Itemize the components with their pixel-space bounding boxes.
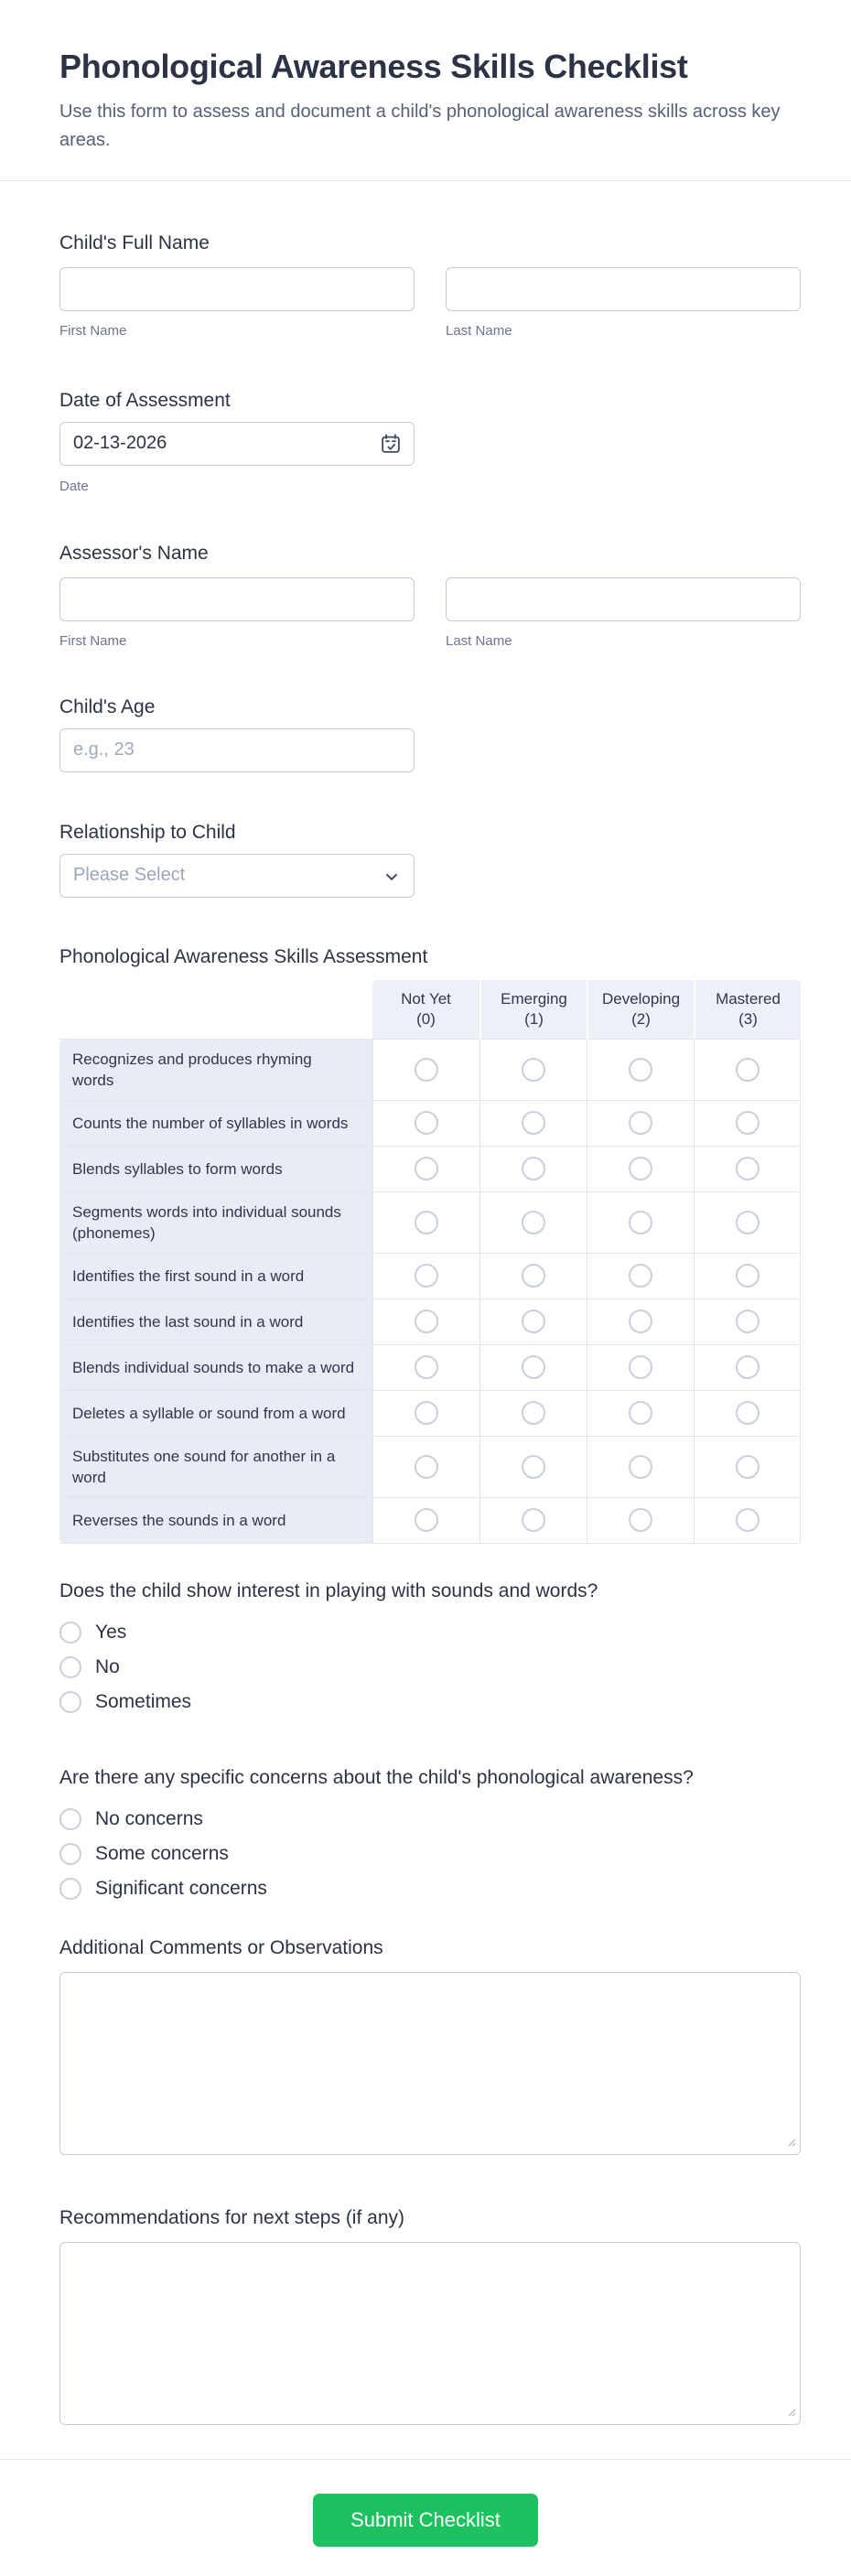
question-concerns-label: Are there any specific concerns about the child's phonological awareness? (59, 1766, 694, 1788)
matrix-row-label: Reverses the sounds in a word (59, 1498, 372, 1543)
question-concerns (59, 1765, 801, 1906)
matrix-row (59, 1391, 801, 1437)
radio-button-icon[interactable] (629, 1310, 652, 1333)
form-footer (0, 2459, 851, 2576)
matrix-corner-cell (59, 980, 372, 1039)
matrix-radio-cell[interactable] (372, 1192, 479, 1253)
radio-option-no-concerns[interactable]: No concerns (59, 1802, 801, 1837)
matrix-radio-cell[interactable] (694, 1040, 801, 1100)
child-last-name-input[interactable] (446, 267, 801, 311)
field-assessment-date (59, 388, 801, 495)
field-comments (59, 1935, 801, 2160)
relationship-select-value: Please Select (73, 865, 186, 886)
matrix-radio-cell[interactable] (479, 1147, 587, 1191)
radio-button-icon[interactable] (59, 1622, 81, 1644)
matrix-radio-cell[interactable] (372, 1498, 479, 1543)
matrix-radio-cell[interactable] (372, 1437, 479, 1497)
form-header (0, 0, 851, 181)
comments-label: Additional Comments or Observations (59, 1936, 383, 1958)
radio-button-icon[interactable] (415, 1058, 438, 1082)
radio-button-icon[interactable] (415, 1310, 438, 1333)
matrix-header-row (59, 980, 801, 1039)
radio-button-icon[interactable] (736, 1211, 759, 1234)
radio-button-icon[interactable] (522, 1157, 545, 1180)
radio-button-icon[interactable] (736, 1310, 759, 1333)
radio-button-icon[interactable] (736, 1508, 759, 1532)
radio-button-icon[interactable] (522, 1401, 545, 1425)
radio-button-icon[interactable] (522, 1508, 545, 1532)
child-first-name-input[interactable] (59, 267, 415, 311)
matrix-row (59, 1345, 801, 1391)
matrix-radio-cell[interactable] (479, 1345, 587, 1390)
matrix-radio-cell[interactable] (479, 1101, 587, 1146)
matrix-radio-cell[interactable] (479, 1192, 587, 1253)
relationship-label: Relationship to Child (59, 821, 236, 843)
matrix-radio-cell[interactable] (694, 1391, 801, 1436)
radio-button-icon[interactable] (415, 1401, 438, 1425)
matrix-body (59, 1039, 801, 1544)
matrix-radio-cell[interactable] (587, 1040, 694, 1100)
matrix-row (59, 1147, 801, 1192)
radio-option-no[interactable]: No (59, 1650, 801, 1685)
matrix-radio-cell[interactable] (694, 1101, 801, 1146)
radio-button-icon[interactable] (415, 1211, 438, 1234)
radio-button-icon[interactable] (522, 1455, 545, 1479)
matrix-radio-cell[interactable] (694, 1192, 801, 1253)
radio-button-icon[interactable] (415, 1508, 438, 1532)
matrix-row (59, 1192, 801, 1254)
radio-button-icon[interactable] (522, 1264, 545, 1288)
radio-button-icon[interactable] (59, 1808, 81, 1830)
matrix-radio-cell[interactable] (694, 1299, 801, 1344)
radio-button-icon[interactable] (522, 1355, 545, 1379)
matrix-radio-cell[interactable] (694, 1345, 801, 1390)
matrix-row (59, 1040, 801, 1101)
radio-option-some-concerns[interactable]: Some concerns (59, 1837, 801, 1871)
radio-button-icon[interactable] (59, 1656, 81, 1678)
matrix-row (59, 1101, 801, 1147)
matrix-column-header: Mastered (3) (694, 980, 801, 1039)
radio-button-icon[interactable] (736, 1157, 759, 1180)
assessor-first-name-input[interactable] (59, 577, 415, 621)
matrix-radio-cell[interactable] (479, 1254, 587, 1299)
matrix-radio-cell[interactable] (694, 1147, 801, 1191)
assessment-date-sublabel: Date (59, 478, 89, 494)
radio-button-icon[interactable] (629, 1157, 652, 1180)
matrix-radio-cell[interactable] (372, 1040, 479, 1100)
child-age-input[interactable] (59, 728, 415, 772)
matrix-column-header: Emerging (1) (479, 980, 587, 1039)
matrix-radio-cell[interactable] (694, 1254, 801, 1299)
radio-button-icon[interactable] (522, 1058, 545, 1082)
matrix-row-label: Blends individual sounds to make a word (59, 1345, 372, 1390)
matrix-radio-cell[interactable] (372, 1345, 479, 1390)
matrix-row-label: Substitutes one sound for another in a word (59, 1437, 372, 1497)
matrix-row (59, 1299, 801, 1345)
matrix-row-label: Segments words into individual sounds (phonemes) (59, 1192, 372, 1253)
radio-button-icon[interactable] (736, 1401, 759, 1425)
radio-button-icon[interactable] (629, 1508, 652, 1532)
radio-button-icon[interactable] (629, 1058, 652, 1082)
matrix-row-label: Counts the number of syllables in words (59, 1101, 372, 1146)
form-body (0, 181, 851, 2430)
submit-button[interactable]: Submit Checklist (313, 2494, 538, 2547)
matrix-radio-cell[interactable] (587, 1498, 694, 1543)
child-first-name-sublabel: First Name (59, 322, 127, 339)
radio-button-icon[interactable] (629, 1211, 652, 1234)
matrix-row (59, 1498, 801, 1544)
assessor-last-name-input[interactable] (446, 577, 801, 621)
skills-matrix-label: Phonological Awareness Skills Assessment (59, 945, 428, 967)
assessor-last-name-sublabel: Last Name (446, 632, 512, 649)
assessor-first-name-sublabel: First Name (59, 632, 127, 649)
relationship-select[interactable] (59, 854, 415, 898)
assessment-date-input[interactable] (59, 422, 415, 466)
calendar-icon[interactable] (379, 432, 403, 456)
field-relationship (59, 820, 801, 898)
radio-button-icon[interactable] (59, 1691, 81, 1713)
field-assessor-name (59, 541, 801, 650)
matrix-radio-cell[interactable] (694, 1498, 801, 1543)
matrix-radio-cell[interactable] (587, 1254, 694, 1299)
matrix-radio-cell[interactable] (479, 1498, 587, 1543)
form-subtitle: Use this form to assess and document a child's phonological awareness skills across key areas. (59, 102, 781, 150)
matrix-radio-cell[interactable] (587, 1437, 694, 1497)
radio-button-icon[interactable] (629, 1111, 652, 1135)
child-age-label: Child's Age (59, 695, 156, 717)
matrix-radio-cell[interactable] (372, 1147, 479, 1191)
radio-button-icon[interactable] (629, 1401, 652, 1425)
radio-option-yes[interactable]: Yes (59, 1615, 801, 1650)
comments-textarea[interactable] (59, 1972, 801, 2155)
matrix-radio-cell[interactable] (479, 1299, 587, 1344)
field-recommendations (59, 2205, 801, 2430)
matrix-radio-cell[interactable] (694, 1437, 801, 1497)
recommendations-label: Recommendations for next steps (if any) (59, 2206, 404, 2228)
matrix-row (59, 1437, 801, 1498)
radio-button-icon[interactable] (736, 1111, 759, 1135)
field-skills-matrix (59, 944, 801, 1544)
matrix-row-label: Deletes a syllable or sound from a word (59, 1391, 372, 1436)
radio-button-icon[interactable] (415, 1455, 438, 1479)
question-interest-label: Does the child show interest in playing with sounds and words? (59, 1579, 598, 1601)
radio-button-icon[interactable] (59, 1843, 81, 1865)
child-name-label: Child's Full Name (59, 232, 210, 253)
radio-button-icon[interactable] (415, 1111, 438, 1135)
radio-option-sometimes[interactable]: Sometimes (59, 1685, 801, 1719)
radio-button-icon[interactable] (59, 1878, 81, 1900)
matrix-radio-cell[interactable] (372, 1254, 479, 1299)
form-title: Phonological Awareness Skills Checklist (59, 48, 688, 85)
question-interest (59, 1579, 801, 1719)
radio-button-icon[interactable] (415, 1355, 438, 1379)
matrix-radio-cell[interactable] (587, 1391, 694, 1436)
radio-button-icon[interactable] (415, 1157, 438, 1180)
radio-button-icon[interactable] (522, 1211, 545, 1234)
radio-button-icon[interactable] (629, 1264, 652, 1288)
matrix-radio-cell[interactable] (479, 1437, 587, 1497)
radio-button-icon[interactable] (736, 1355, 759, 1379)
radio-button-icon[interactable] (415, 1264, 438, 1288)
radio-option-significant-concerns[interactable]: Significant concerns (59, 1871, 801, 1906)
field-child-age (59, 695, 801, 772)
radio-button-icon[interactable] (736, 1058, 759, 1082)
radio-button-icon[interactable] (522, 1310, 545, 1333)
radio-button-icon[interactable] (736, 1455, 759, 1479)
matrix-row-label: Identifies the first sound in a word (59, 1254, 372, 1299)
child-last-name-sublabel: Last Name (446, 322, 512, 339)
matrix-radio-cell[interactable] (587, 1299, 694, 1344)
skills-matrix-table (59, 980, 801, 1544)
matrix-radio-cell[interactable] (587, 1192, 694, 1253)
radio-button-icon[interactable] (736, 1264, 759, 1288)
resize-grip-icon[interactable] (785, 2405, 796, 2421)
matrix-radio-cell[interactable] (372, 1299, 479, 1344)
field-child-name (59, 231, 801, 340)
matrix-radio-cell[interactable] (479, 1040, 587, 1100)
recommendations-textarea[interactable] (59, 2242, 801, 2425)
matrix-row-label: Identifies the last sound in a word (59, 1299, 372, 1344)
matrix-row (59, 1254, 801, 1299)
matrix-radio-cell[interactable] (587, 1101, 694, 1146)
matrix-row-label: Recognizes and produces rhyming words (59, 1040, 372, 1100)
matrix-radio-cell[interactable] (587, 1345, 694, 1390)
resize-grip-icon[interactable] (785, 2135, 796, 2151)
assessor-name-label: Assessor's Name (59, 542, 209, 564)
radio-button-icon[interactable] (629, 1455, 652, 1479)
radio-button-icon[interactable] (629, 1355, 652, 1379)
matrix-row-label: Blends syllables to form words (59, 1147, 372, 1191)
assessment-date-label: Date of Assessment (59, 389, 231, 411)
matrix-radio-cell[interactable] (372, 1101, 479, 1146)
matrix-column-header: Developing (2) (587, 980, 694, 1039)
matrix-radio-cell[interactable] (587, 1147, 694, 1191)
matrix-radio-cell[interactable] (479, 1391, 587, 1436)
radio-button-icon[interactable] (522, 1111, 545, 1135)
matrix-column-header: Not Yet (0) (372, 980, 479, 1039)
matrix-radio-cell[interactable] (372, 1391, 479, 1436)
